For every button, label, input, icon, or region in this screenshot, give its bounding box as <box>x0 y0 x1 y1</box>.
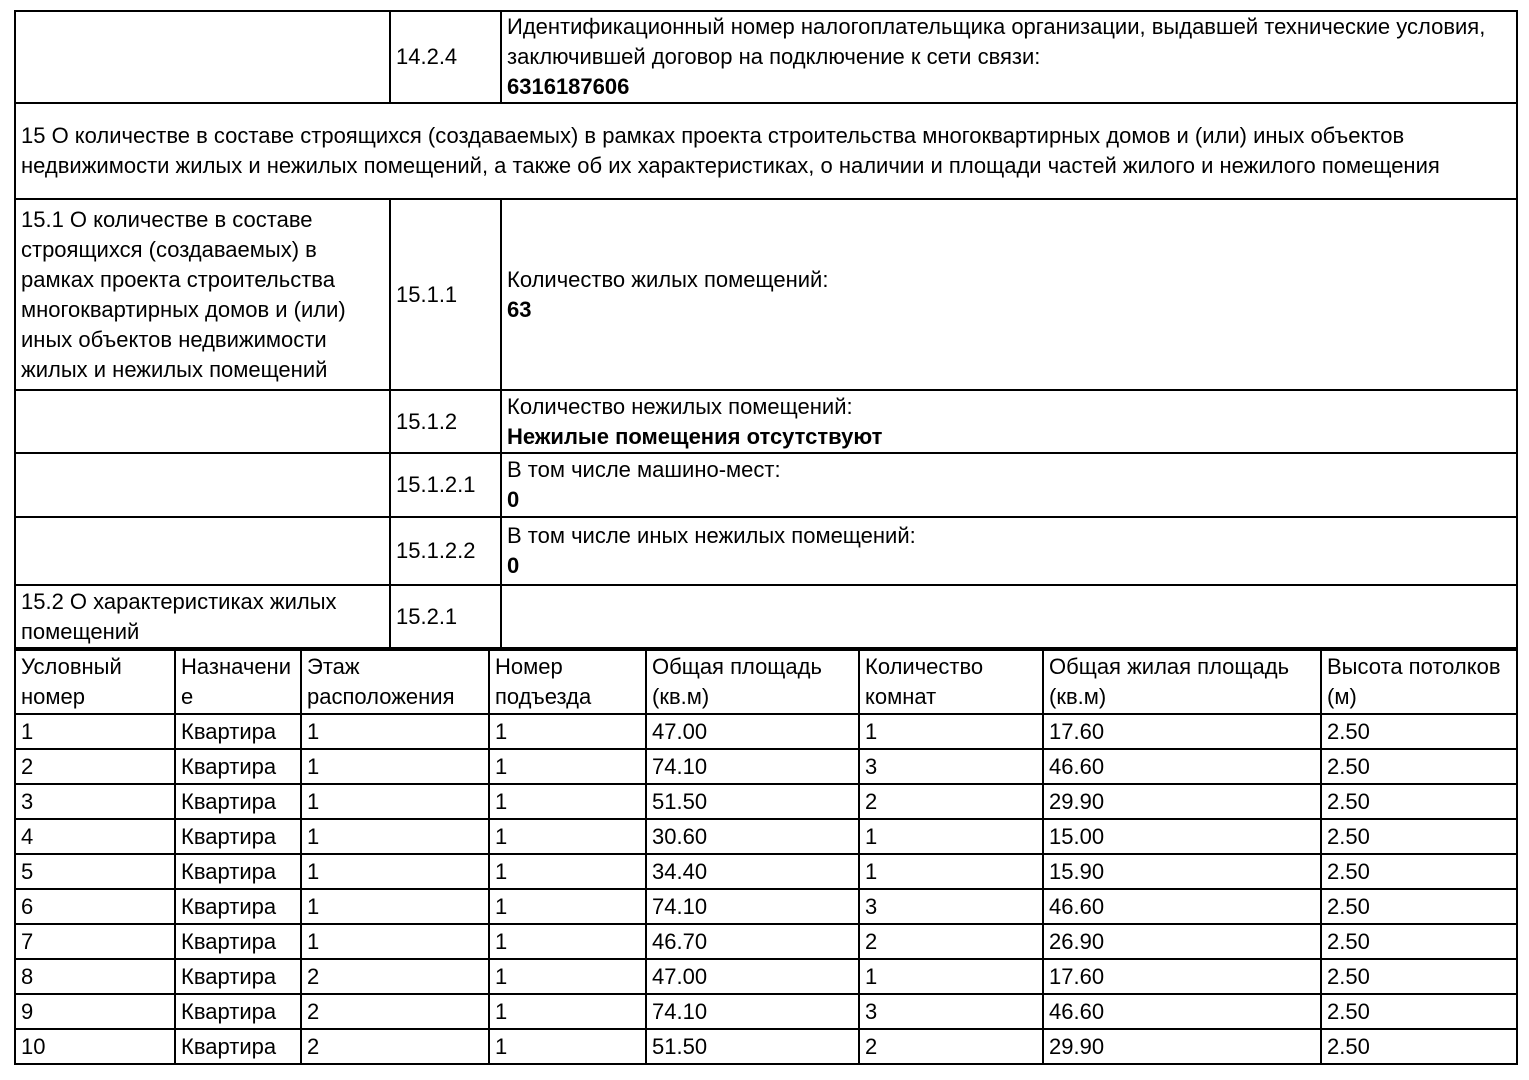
cell: 1 <box>489 889 646 924</box>
cell: 1 <box>859 854 1043 889</box>
cell: 74.10 <box>646 749 859 784</box>
header-living-area: Общая жилая площадь (кв.м) <box>1043 650 1321 714</box>
cell: 9 <box>15 994 175 1029</box>
cell: 2 <box>859 784 1043 819</box>
apartment-row <box>15 854 1517 889</box>
cell: 15.90 <box>1043 854 1321 889</box>
cell: 2 <box>15 749 175 784</box>
cell: 2.50 <box>1321 854 1517 889</box>
header-ceiling-height: Высота потолков (м) <box>1321 650 1517 714</box>
cell: 1 <box>489 714 646 749</box>
cell: 1 <box>489 924 646 959</box>
cell: Квартира <box>175 889 301 924</box>
cell: 2.50 <box>1321 1029 1517 1064</box>
cell: 1 <box>489 784 646 819</box>
section-label-cell <box>15 517 390 585</box>
apartment-row <box>15 819 1517 854</box>
item-content-cell <box>501 390 1517 453</box>
cell: Квартира <box>175 924 301 959</box>
cell: 2.50 <box>1321 819 1517 854</box>
cell: 2.50 <box>1321 889 1517 924</box>
header-total-area: Общая площадь (кв.м) <box>646 650 859 714</box>
field-label: Количество жилых помещений: <box>507 266 829 292</box>
header-entrance: Номер подъезда <box>489 650 646 714</box>
cell: 17.60 <box>1043 959 1321 994</box>
apartments-table <box>14 649 1518 1065</box>
item-number-cell: 15.1.1 <box>390 199 501 390</box>
cell: 6 <box>15 889 175 924</box>
cell: 26.90 <box>1043 924 1321 959</box>
cell: 2 <box>301 1029 489 1064</box>
row-15-1-2-2 <box>15 517 1517 585</box>
item-content-cell <box>501 11 1517 103</box>
cell: Квартира <box>175 994 301 1029</box>
header-unit-number: Условный номер <box>15 650 175 714</box>
item-number-cell: 14.2.4 <box>390 11 501 103</box>
field-value: 0 <box>507 487 520 512</box>
item-content-cell <box>501 453 1517 517</box>
cell: 2 <box>301 959 489 994</box>
cell: 1 <box>301 819 489 854</box>
cell: 2.50 <box>1321 784 1517 819</box>
cell: 74.10 <box>646 994 859 1029</box>
cell: 5 <box>15 854 175 889</box>
field-value: Нежилые помещения отсутствуют <box>507 423 883 449</box>
apartment-row <box>15 994 1517 1029</box>
cell: 1 <box>15 714 175 749</box>
cell: 2.50 <box>1321 714 1517 749</box>
cell: 1 <box>301 889 489 924</box>
cell: 8 <box>15 959 175 994</box>
header-rooms: Количество комнат <box>859 650 1043 714</box>
row-15-1-2 <box>15 390 1517 453</box>
cell: 2 <box>859 1029 1043 1064</box>
cell: 29.90 <box>1043 1029 1321 1064</box>
section-label-cell <box>15 11 390 103</box>
cell: 46.60 <box>1043 889 1321 924</box>
apartment-row <box>15 959 1517 994</box>
cell: 1 <box>489 959 646 994</box>
cell: 1 <box>859 714 1043 749</box>
cell: 10 <box>15 1029 175 1064</box>
cell: 3 <box>859 994 1043 1029</box>
apartment-row <box>15 749 1517 784</box>
cell: 46.60 <box>1043 749 1321 784</box>
cell: Квартира <box>175 959 301 994</box>
row-15-header <box>15 103 1517 199</box>
apartment-row <box>15 889 1517 924</box>
cell: 3 <box>15 784 175 819</box>
cell: Квартира <box>175 784 301 819</box>
cell: 2.50 <box>1321 924 1517 959</box>
field-value: 63 <box>507 296 532 322</box>
cell: 1 <box>489 749 646 784</box>
item-number-cell: 15.1.2.1 <box>390 453 501 517</box>
cell: 1 <box>301 854 489 889</box>
cell: 1 <box>301 749 489 784</box>
cell: 3 <box>859 889 1043 924</box>
field-label: Количество нежилых помещений: <box>507 393 853 419</box>
cell: 47.00 <box>646 714 859 749</box>
cell: 74.10 <box>646 889 859 924</box>
item-number-cell: 15.2.1 <box>390 585 501 648</box>
cell: 4 <box>15 819 175 854</box>
cell: 1 <box>489 819 646 854</box>
cell: 2.50 <box>1321 959 1517 994</box>
cell: 2.50 <box>1321 994 1517 1029</box>
cell: 1 <box>489 854 646 889</box>
field-label: В том числе иных нежилых помещений: <box>507 523 916 548</box>
field-label: В том числе машино-мест: <box>507 457 781 482</box>
declaration-table <box>14 10 1518 649</box>
row-14-2-4 <box>15 11 1517 103</box>
section-label-cell: 15.2 О характеристиках жилых помещений <box>15 585 390 648</box>
cell: 1 <box>301 784 489 819</box>
cell: Квартира <box>175 854 301 889</box>
item-content-cell <box>501 517 1517 585</box>
cell: 51.50 <box>646 1029 859 1064</box>
cell: 2.50 <box>1321 749 1517 784</box>
apartments-header-row <box>15 650 1517 714</box>
cell: 47.00 <box>646 959 859 994</box>
cell: 46.60 <box>1043 994 1321 1029</box>
cell: 29.90 <box>1043 784 1321 819</box>
row-15-1 <box>15 199 1517 390</box>
apartment-row <box>15 714 1517 749</box>
cell: 15.00 <box>1043 819 1321 854</box>
row-15-2 <box>15 585 1517 648</box>
cell: 1 <box>301 714 489 749</box>
section-label-cell <box>15 390 390 453</box>
header-purpose: Назначение <box>175 650 301 714</box>
apartment-row <box>15 1029 1517 1064</box>
section-heading: 15 О количестве в составе строящихся (создаваемых) в рамках проекта строительства многоквартирных домов и (или) иных объектов недвижимости жилых и нежилых помещений, а также об их характеристиках, о наличии и площади частей жилого и нежилого помещения <box>15 103 1517 199</box>
cell: Квартира <box>175 819 301 854</box>
apartment-row <box>15 924 1517 959</box>
cell: 34.40 <box>646 854 859 889</box>
cell: Квартира <box>175 749 301 784</box>
field-label: Идентификационный номер налогоплательщика организации, выдавшей технические условия, заключившей договор на подключение к сети связи: <box>507 14 1486 69</box>
cell: Квартира <box>175 714 301 749</box>
header-floor: Этаж расположения <box>301 650 489 714</box>
cell: 51.50 <box>646 784 859 819</box>
item-content-cell <box>501 585 1517 648</box>
cell: Квартира <box>175 1029 301 1064</box>
item-number-cell: 15.1.2 <box>390 390 501 453</box>
cell: 7 <box>15 924 175 959</box>
cell: 1 <box>489 994 646 1029</box>
cell: 2 <box>859 924 1043 959</box>
field-value: 6316187606 <box>507 74 630 99</box>
cell: 1 <box>301 924 489 959</box>
cell: 2 <box>301 994 489 1029</box>
cell: 17.60 <box>1043 714 1321 749</box>
apartment-row <box>15 784 1517 819</box>
cell: 1 <box>859 819 1043 854</box>
section-label-cell: 15.1 О количестве в составе строящихся (создаваемых) в рамках проекта строительства многоквартирных домов и (или) иных объектов недвижимости жилых и нежилых помещений <box>15 199 390 390</box>
cell: 30.60 <box>646 819 859 854</box>
cell: 1 <box>489 1029 646 1064</box>
cell: 3 <box>859 749 1043 784</box>
row-15-1-2-1 <box>15 453 1517 517</box>
item-content-cell <box>501 199 1517 390</box>
cell: 46.70 <box>646 924 859 959</box>
item-number-cell: 15.1.2.2 <box>390 517 501 585</box>
section-label-cell <box>15 453 390 517</box>
field-value: 0 <box>507 553 520 578</box>
cell: 1 <box>859 959 1043 994</box>
